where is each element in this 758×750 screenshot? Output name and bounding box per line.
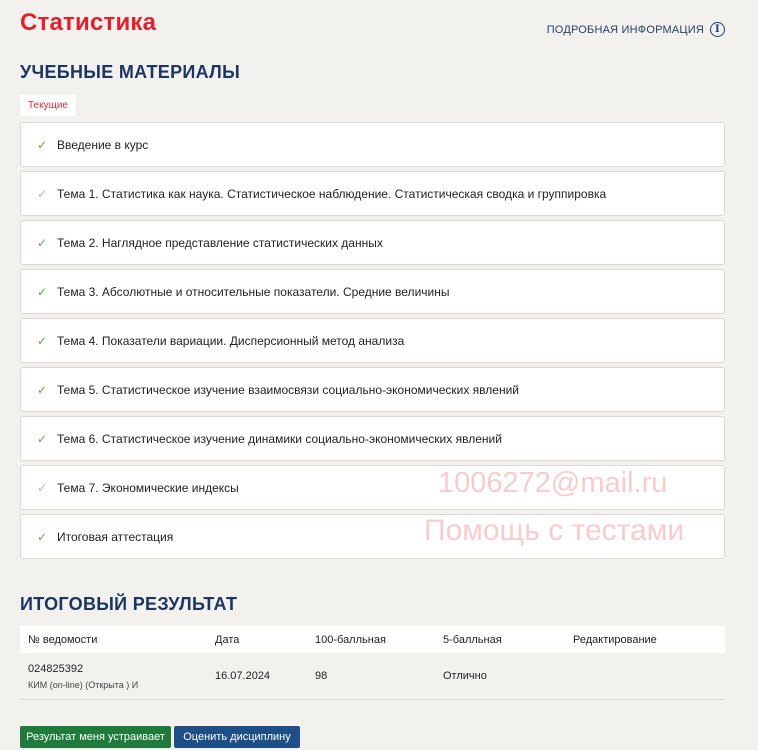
check-icon: ✓ [36,333,48,348]
col-score100: 100-балльная [315,633,386,646]
material-label: Тема 6. Статистическое изучение динамики социально-экономических явлений [57,431,502,446]
details-link[interactable] [547,22,725,37]
page-title: Статистика [20,9,157,36]
material-item-topic-1[interactable] [20,171,725,216]
tab-current[interactable]: Текущие [20,95,76,116]
material-label: Введение в курс [57,137,149,152]
cell-score100: 98 [315,670,328,682]
record-subline: КИМ (on-line) (Открыта ) И [28,679,139,690]
material-label: Тема 7. Экономические индексы [57,480,239,495]
material-item-intro[interactable] [20,122,725,167]
cell-number [20,663,215,690]
materials-section-title: УЧЕБНЫЕ МАТЕРИАЛЫ [20,62,241,82]
check-icon: ✓ [36,235,48,250]
material-label: Тема 5. Статистическое изучение взаимосвязи социально-экономических явлений [57,382,519,397]
material-item-topic-2[interactable] [20,220,725,265]
check-icon: ✓ [36,186,48,201]
col-date: Дата [215,633,240,646]
cell-score5: Отлично [443,670,487,682]
check-icon: ✓ [36,431,48,446]
details-link-label: ПОДРОБНАЯ ИНФОРМАЦИЯ [546,23,704,36]
material-label: Тема 4. Показатели вариации. Дисперсионный метод анализа [57,333,405,348]
material-item-topic-5[interactable] [20,367,725,412]
material-item-topic-3[interactable] [20,269,725,314]
check-icon: ✓ [36,382,48,397]
result-section-title: ИТОГОВЫЙ РЕЗУЛЬТАТ [20,594,238,614]
info-icon[interactable]: I [710,22,725,37]
col-score5: 5-балльная [443,633,502,646]
table-header [20,626,725,653]
accept-result-button[interactable]: Результат меня устраивает [20,726,171,748]
check-icon: ✓ [36,529,48,544]
record-number: 024825392 [28,662,84,675]
cell-date: 16.07.2024 [215,670,271,682]
material-label: Тема 1. Статистика как наука. Статистическое наблюдение. Статистическая сводка и группировка [57,186,607,201]
material-item-topic-4[interactable] [20,318,725,363]
check-icon: ✓ [36,137,48,152]
col-edit: Редактирование [573,633,657,646]
watermark-help: Помощь с тестами [424,514,685,547]
material-item-topic-6[interactable] [20,416,725,461]
check-icon: ✓ [36,284,48,299]
result-table [20,626,725,700]
col-number: № ведомости [28,633,98,646]
rate-discipline-button[interactable]: Оценить дисциплину [174,726,300,748]
watermark-email: 1006272@mail.ru [438,467,668,499]
material-label: Тема 3. Абсолютные и относительные показатели. Средние величины [57,284,450,299]
table-row [20,653,725,700]
check-icon: ✓ [36,480,48,495]
material-label: Тема 2. Наглядное представление статистических данных [57,235,383,250]
material-label: Итоговая аттестация [57,529,174,544]
